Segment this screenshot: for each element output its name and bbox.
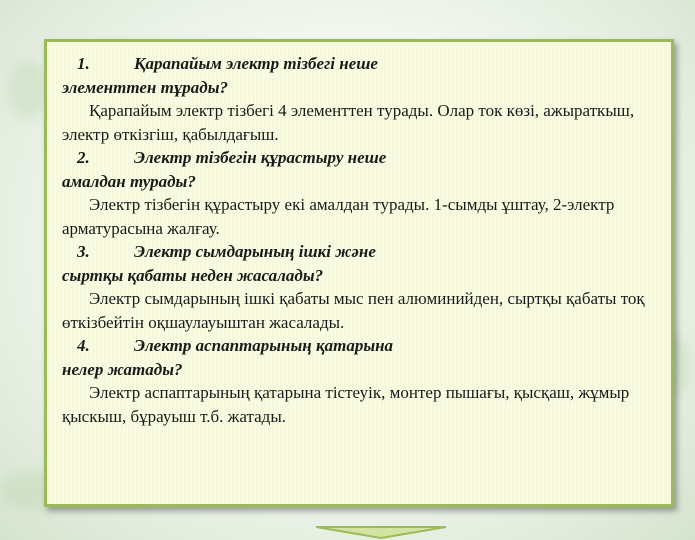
qa-item-2 [62,146,662,240]
question-number: 2. [77,148,90,167]
question-text-continued: нелер жатады? [62,359,183,379]
question-1 [62,52,662,99]
question-text-continued: элементтен тұрады? [62,77,229,97]
answer-4: Электр аспаптарының қатарына тістеуік, монтер пышағы, қысқаш, жұмыр қыскыш, бұрауыш т.б. жатады. [62,383,630,426]
question-4 [62,334,662,381]
question-text: Электр сымдарының ішкі және [134,242,376,261]
qa-list [62,52,662,428]
qa-item-1 [62,52,662,146]
question-number: 3. [77,242,90,261]
question-2 [62,146,662,193]
qa-item-3 [62,240,662,334]
answer-2: Электр тізбегін құрастыру екі амалдан турады. 1-сымды ұштау, 2-электр арматурасына жалғау. [62,195,615,238]
answer-1: Қарапайым электр тізбегі 4 элементтен турады. Олар ток көзі, ажыраткыш, электр өткізгіш, қабылдағыш. [62,101,635,144]
down-arrow-icon [316,505,446,540]
question-text: Электр аспаптарының қатарына [134,336,394,355]
qa-item-4 [62,334,662,428]
question-number: 4. [77,336,90,355]
question-text-continued: амалдан турады? [62,171,196,191]
question-number: 1. [77,54,90,73]
question-text: Электр тізбегін құрастыру неше [134,148,387,167]
question-3 [62,240,662,287]
question-text: Қарапайым электр тізбегі неше [134,54,378,73]
answer-3: Электр сымдарының ішкі қабаты мыс пен алюминийден, сыртқы қабаты тоқ өткізбейтін оқшаулауыштан жасалады. [62,289,645,332]
question-text-continued: сыртқы қабаты неден жасалады? [62,265,324,285]
